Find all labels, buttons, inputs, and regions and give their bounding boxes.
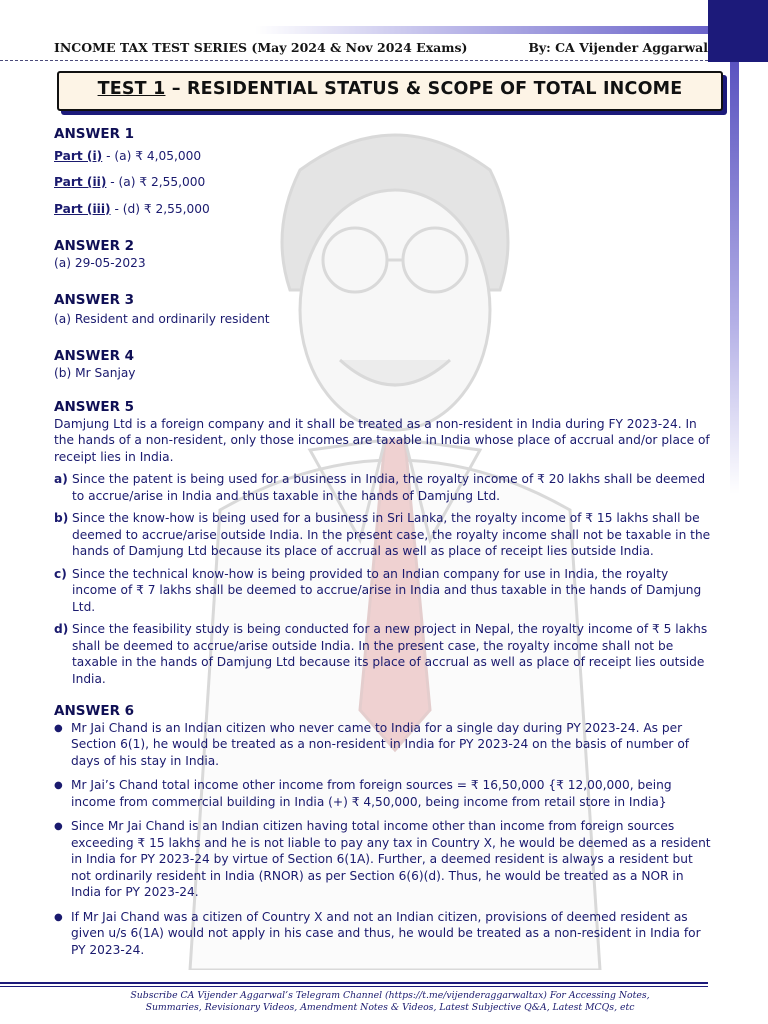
side-gradient-bar bbox=[730, 62, 739, 494]
test-topic: – RESIDENTIAL STATUS & SCOPE OF TOTAL INCOME bbox=[165, 79, 683, 99]
item-label: b) bbox=[54, 511, 69, 525]
author-name: By: CA Vijender Aggarwal bbox=[528, 40, 708, 55]
answer5-item bbox=[54, 621, 716, 687]
item-label: c) bbox=[54, 566, 67, 581]
footer-divider-thin bbox=[0, 986, 708, 987]
answer1-heading: ANSWER 1 bbox=[54, 126, 135, 142]
answer6-bullet bbox=[54, 777, 716, 810]
answers-content bbox=[54, 126, 716, 958]
page-footer bbox=[100, 990, 680, 1014]
answer2-heading: ANSWER 2 bbox=[54, 238, 135, 254]
test-title-box bbox=[57, 71, 723, 111]
answer4-text: (b) Mr Sanjay bbox=[54, 365, 136, 380]
footer-divider bbox=[0, 982, 708, 984]
answer1-part-ii bbox=[54, 174, 716, 191]
corner-block bbox=[708, 0, 768, 62]
part-label: Part (iii) bbox=[54, 201, 111, 216]
answer4-heading: ANSWER 4 bbox=[54, 348, 135, 364]
bullet-icon: ● bbox=[54, 821, 63, 832]
answer6-bullet bbox=[54, 720, 716, 770]
test-title bbox=[59, 79, 721, 99]
item-text: Since the patent is being used for a business in India, the royalty income of ₹ 20 lakhs shall be deemed to accrue/arise in India and thus taxable in the hands of Damjung Ltd. bbox=[72, 472, 706, 503]
header-gradient-bar bbox=[255, 26, 708, 34]
answer3-heading: ANSWER 3 bbox=[54, 292, 135, 308]
part-answer: - (a) ₹ 2,55,000 bbox=[106, 175, 206, 189]
answer6-heading: ANSWER 6 bbox=[54, 703, 135, 719]
answer1-part-iii bbox=[54, 201, 716, 218]
answer1-part-i bbox=[54, 148, 716, 165]
part-label: Part (i) bbox=[54, 148, 103, 163]
answer6-bullet bbox=[54, 818, 716, 901]
answer6-bullet bbox=[54, 909, 716, 959]
answer3-text: (a) Resident and ordinarily resident bbox=[54, 311, 270, 326]
answer2-text: (a) 29-05-2023 bbox=[54, 255, 146, 270]
part-label: Part (ii) bbox=[54, 175, 107, 189]
page-header bbox=[54, 38, 708, 58]
answer5-heading: ANSWER 5 bbox=[54, 399, 135, 415]
bullet-text: If Mr Jai Chand was a citizen of Country X and not an Indian citizen, provisions of deemed resident as given u/s 6(1A) would not apply in his case and thus, he would be treated as a non-resident in India for PY 2023-24. bbox=[71, 909, 701, 957]
bullet-text: Since Mr Jai Chand is an Indian citizen having total income other than income from foreign sources exceeding ₹ 15 lakhs and he is not liable to pay any tax in Country X, he would be deemed as a resident in India for PY 2023-24 by virtue of Section 6(1A). Further, a deemed resident is always a resident but not ordinarily resident in India (RNOR) as per Section 6(6)(d). Thus, he would be treated as a NOR in India for PY 2023-24. bbox=[71, 819, 711, 899]
header-divider bbox=[0, 60, 708, 61]
bullet-icon: ● bbox=[54, 722, 63, 734]
bullet-text: Mr Jai’s Chand total income other income from foreign sources = ₹ 16,50,000 {₹ 12,00,000, being income from commercial building in India (+) ₹ 4,50,000, being income from retail store in India} bbox=[71, 778, 672, 809]
test-number: TEST 1 bbox=[97, 79, 166, 99]
item-text: Since the know-how is being used for a business in Sri Lanka, the royalty income of ₹ 15 lakhs shall be deemed to accrue/arise outside India. In the present case, the royalty income shall not be taxable in the hands of Damjung Ltd because its place of accrual as well as place of receipt lies outside India. bbox=[72, 511, 711, 558]
answer5-item bbox=[54, 566, 716, 616]
answer5-item bbox=[54, 471, 716, 504]
item-text: Since the feasibility study is being conducted for a new project in Nepal, the royalty income of ₹ 5 lakhs shall be deemed to accrue/arise outside India. In the present case, the royalty income shall not be taxable in the hands of Damjung Ltd because its place of accrual as well as place of receipt lies outside India. bbox=[72, 622, 708, 686]
bullet-icon: ● bbox=[54, 780, 63, 791]
footer-line-1: Subscribe CA Vijender Aggarwal’s Telegram Channel (https://t.me/vijenderaggarwaltax) For Accessing Notes, bbox=[130, 990, 650, 1001]
part-answer: - (d) ₹ 2,55,000 bbox=[110, 201, 210, 216]
answer5-intro: Damjung Ltd is a foreign company and it shall be treated as a non-resident in India during FY 2023-24. In the hands of a non-resident, only those incomes are taxable in India whose place of accrual and/or place of receipt lies in India. bbox=[54, 416, 710, 464]
bullet-icon: ● bbox=[54, 911, 63, 923]
series-title: INCOME TAX TEST SERIES (May 2024 & Nov 2024 Exams) bbox=[54, 40, 468, 55]
bullet-text: Mr Jai Chand is an Indian citizen who never came to India for a single day during PY 2023-24. As per Section 6(1), he would be treated as a non-resident in India for PY 2023-24 on the basis of number of days of his stay in India. bbox=[71, 720, 690, 768]
footer-line-2: Summaries, Revisionary Videos, Amendment Notes & Videos, Latest Subjective Q&A, Latest MCQs, etc bbox=[145, 1002, 635, 1013]
item-label: d) bbox=[54, 622, 69, 636]
answer5-item bbox=[54, 510, 716, 560]
part-answer: - (a) ₹ 4,05,000 bbox=[102, 148, 202, 163]
item-text: Since the technical know-how is being provided to an Indian company for use in India, the royalty income of ₹ 7 lakhs shall be deemed to accrue/arise in India and thus taxable in the hands of Damjung Ltd. bbox=[72, 566, 702, 614]
item-label: a) bbox=[54, 472, 68, 486]
